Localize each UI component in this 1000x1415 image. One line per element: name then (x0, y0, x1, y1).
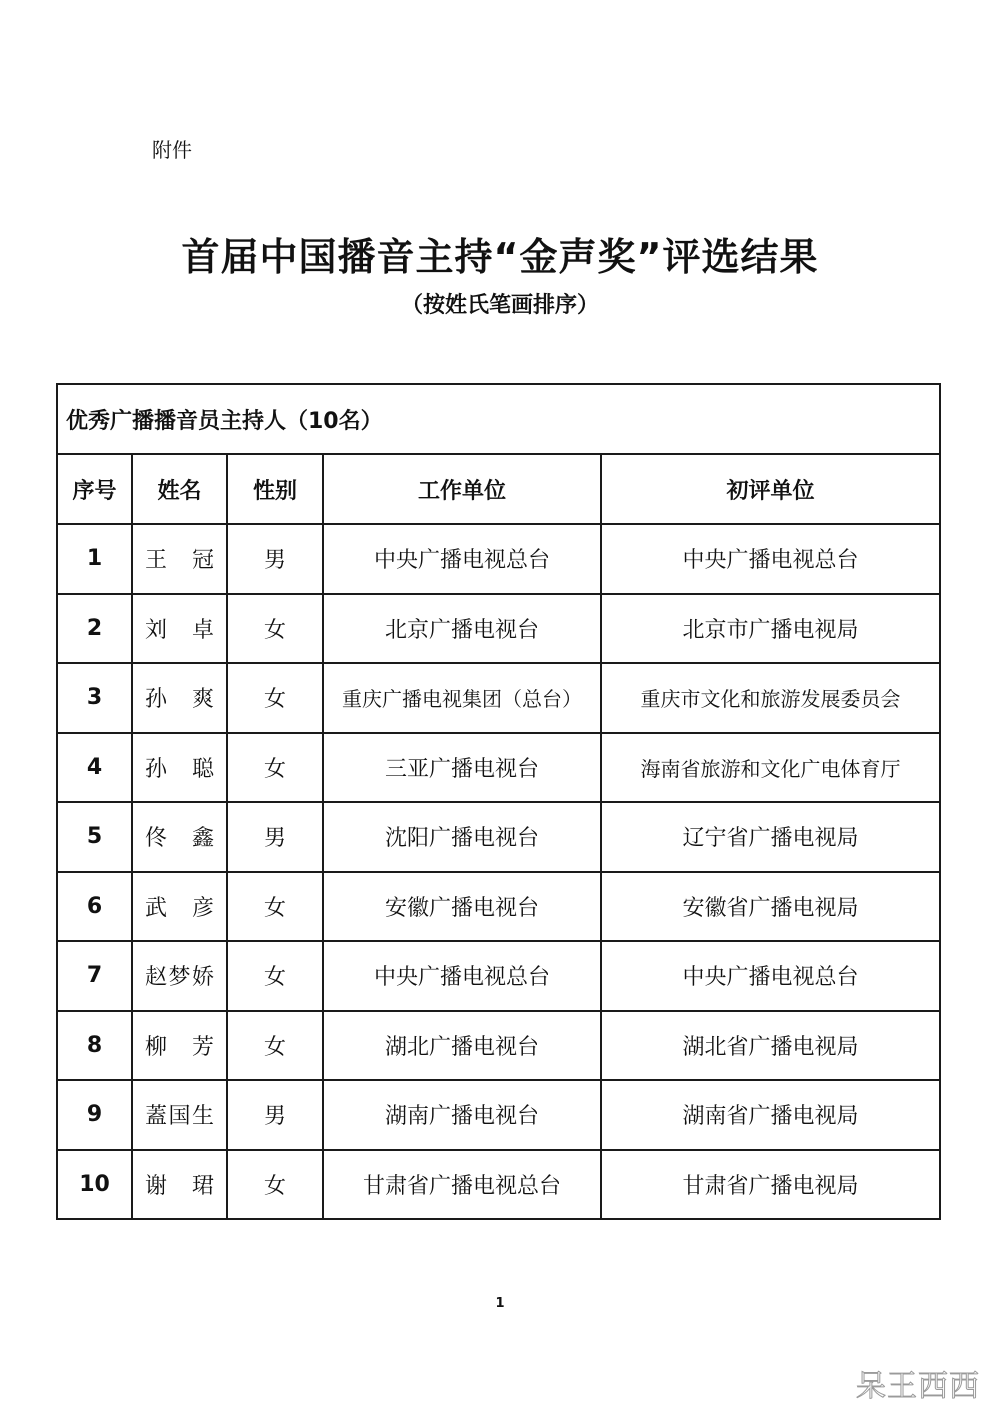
document-subtitle: （按姓氏笔画排序） (400, 293, 599, 318)
table-row (57, 941, 940, 1011)
cell-gender: 男 (227, 802, 323, 872)
table-row (57, 872, 940, 942)
cell-name: 谢珺 (132, 1150, 227, 1220)
cell-work-unit: 湖南广播电视台 (323, 1080, 601, 1150)
table-row (57, 1011, 940, 1081)
header-review-unit: 初评单位 (601, 454, 940, 524)
cell-no: 3 (57, 663, 132, 733)
cell-review-unit: 湖南省广播电视局 (601, 1080, 940, 1150)
cell-no: 6 (57, 872, 132, 942)
cell-name: 赵梦娇 (132, 941, 227, 1011)
cell-review-unit: 辽宁省广播电视局 (601, 802, 940, 872)
cell-name: 孙聪 (132, 733, 227, 803)
cell-name: 孙爽 (132, 663, 227, 733)
cell-name: 柳芳 (132, 1011, 227, 1081)
cell-review-unit: 北京市广播电视局 (601, 594, 940, 664)
cell-no: 4 (57, 733, 132, 803)
cell-work-unit: 湖北广播电视台 (323, 1011, 601, 1081)
cell-gender: 女 (227, 941, 323, 1011)
cell-work-unit: 三亚广播电视台 (323, 733, 601, 803)
table-row (57, 1150, 940, 1220)
cell-no: 10 (57, 1150, 132, 1220)
document-title: 首届中国播音主持“金声奖”评选结果 (181, 235, 819, 279)
table-row (57, 1080, 940, 1150)
cell-work-unit: 甘肃省广播电视总台 (323, 1150, 601, 1220)
cell-review-unit: 中央广播电视总台 (601, 941, 940, 1011)
cell-no: 2 (57, 594, 132, 664)
table-row (57, 524, 940, 594)
table-caption-row (57, 384, 940, 454)
cell-review-unit: 安徽省广播电视局 (601, 872, 940, 942)
cell-name: 刘卓 (132, 594, 227, 664)
cell-no: 9 (57, 1080, 132, 1150)
cell-work-unit: 北京广播电视台 (323, 594, 601, 664)
cell-gender: 女 (227, 733, 323, 803)
results-table (56, 383, 941, 1220)
cell-gender: 女 (227, 663, 323, 733)
cell-no: 8 (57, 1011, 132, 1081)
cell-name: 王冠 (132, 524, 227, 594)
cell-work-unit: 沈阳广播电视台 (323, 802, 601, 872)
cell-work-unit: 重庆广播电视集团（总台） (323, 663, 601, 733)
cell-work-unit: 安徽广播电视台 (323, 872, 601, 942)
table-row (57, 802, 940, 872)
header-work-unit: 工作单位 (323, 454, 601, 524)
table-row (57, 594, 940, 664)
table-caption: 优秀广播播音员主持人（10名） (57, 384, 940, 454)
table-row (57, 733, 940, 803)
header-no: 序号 (57, 454, 132, 524)
watermark: 呆王西西 (856, 1369, 980, 1404)
table-header-row (57, 454, 940, 524)
cell-gender: 男 (227, 1080, 323, 1150)
cell-review-unit: 中央广播电视总台 (601, 524, 940, 594)
cell-name: 佟鑫 (132, 802, 227, 872)
cell-no: 7 (57, 941, 132, 1011)
cell-review-unit: 甘肃省广播电视局 (601, 1150, 940, 1220)
cell-gender: 女 (227, 1150, 323, 1220)
table-row (57, 663, 940, 733)
cell-name: 蓋国生 (132, 1080, 227, 1150)
cell-review-unit: 重庆市文化和旅游发展委员会 (601, 663, 940, 733)
cell-gender: 女 (227, 872, 323, 942)
header-name: 姓名 (132, 454, 227, 524)
cell-name: 武彦 (132, 872, 227, 942)
cell-no: 5 (57, 802, 132, 872)
page-number: 1 (495, 1296, 505, 1311)
cell-no: 1 (57, 524, 132, 594)
header-gender: 性别 (227, 454, 323, 524)
cell-work-unit: 中央广播电视总台 (323, 524, 601, 594)
cell-gender: 男 (227, 524, 323, 594)
cell-review-unit: 湖北省广播电视局 (601, 1011, 940, 1081)
cell-review-unit: 海南省旅游和文化广电体育厅 (601, 733, 940, 803)
cell-gender: 女 (227, 1011, 323, 1081)
attachment-label: 附件 (152, 138, 192, 162)
cell-gender: 女 (227, 594, 323, 664)
cell-work-unit: 中央广播电视总台 (323, 941, 601, 1011)
